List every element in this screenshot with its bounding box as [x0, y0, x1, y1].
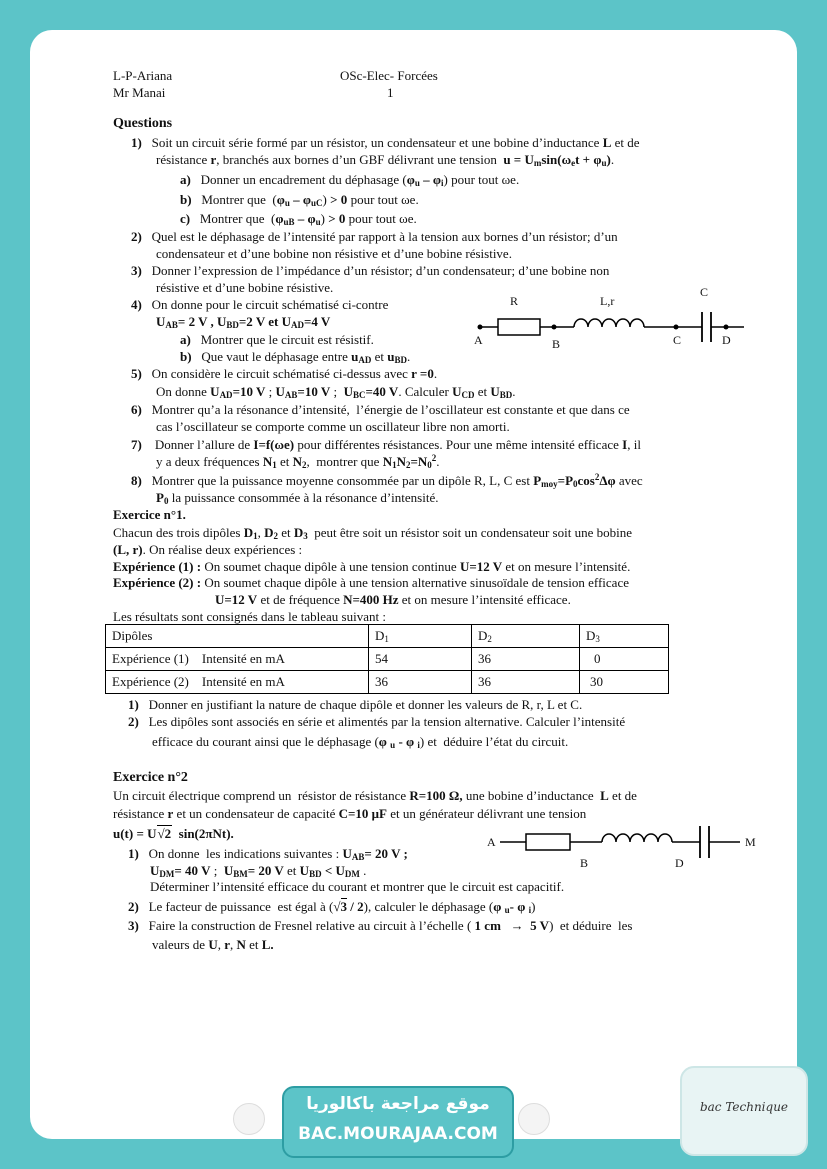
question-7-line2: y a deux fréquences $N_1$ et $N_2$, montrer que $N_1N_2=N_0^2$.: [156, 453, 440, 470]
circuit2-node-a: A: [487, 835, 496, 849]
question-5: 5) On considère le circuit schématisé ci-dessus avec r =0.: [131, 366, 438, 381]
circuit1-label-c: C: [700, 285, 709, 299]
circuit2-node-b: B: [580, 856, 589, 870]
site-logo-icon: [233, 1103, 265, 1135]
circuit1-node-b: B: [552, 337, 561, 351]
table-row-label: Expérience (2) Intensité en mA: [106, 671, 369, 694]
questions-title: Questions: [113, 116, 173, 131]
table-cell: 36: [369, 671, 472, 694]
school-name: L-P-Ariana: [113, 68, 173, 83]
exercise1-q2: 2) Les dipôles sont associés en série et alimentés par la tension alternative. Calculer l’intensité: [128, 714, 626, 729]
experiment-2: Expérience (2) : On soumet chaque dipôle à une tension alternative sinusoïdale de tension efficace: [113, 575, 629, 590]
exercise2-q2: 2) Le facteur de puissance est égal à (√3 / 2), calculer le déphasage (φ $_u$- φ $_i$): [128, 899, 536, 915]
question-1b: b) Montrer que $(\varphi_u - \varphi_{uC}) > 0$ pour tout ωe.: [180, 192, 419, 208]
exercise2-q1: 1) On donne les indications suivantes : $U_{AB}= 20$ V ;: [128, 846, 408, 862]
table-cell: 36: [472, 671, 580, 694]
footer-url-link[interactable]: BAC.MOURAJAA.COM: [298, 1124, 498, 1144]
inductor-symbol: [574, 319, 644, 327]
table-row: [106, 671, 669, 694]
exercise2-q1-values: $U_{DM}= 40$ V ; $U_{BM}= 20$ V et $U_{BD} < U_{DM}$ .: [150, 863, 367, 879]
question-4-values: $U_{AB}= 2$ V , $U_{BD}=2$ V et $U_{AD}=4$ V: [156, 314, 331, 330]
question-3-line2: résistive et d’une bobine résistive.: [156, 280, 334, 295]
question-6-line2: cas l’oscillateur se comporte comme un oscillateur libre non amorti.: [156, 419, 510, 434]
table-header-row: [106, 625, 669, 648]
experiment-2-line2: U=12 V et de fréquence N=400 Hz et on mesure l’intensité efficace.: [215, 592, 571, 607]
exercise2-voltage-expr: u(t) = U√2 sin(2πNt).: [113, 826, 234, 841]
teacher-name: Mr Manai: [113, 85, 166, 100]
table-cell: 0: [580, 648, 669, 671]
table-header-cell: $D_3$: [580, 625, 669, 648]
second-circuit-diagram: [490, 822, 750, 864]
table-cell: 30: [580, 671, 669, 694]
table-cell: 54: [369, 648, 472, 671]
question-1c: c) Montrer que $(\varphi_{uB} - \varphi_u) > 0$ pour tout ωe.: [180, 211, 417, 227]
table-cell: 36: [472, 648, 580, 671]
question-8: 8) Montrer que la puissance moyenne consommée par un dipôle R, L, C est $P_{moy}=P_0\cos^2\Delta\varphi$ avec: [131, 472, 643, 489]
question-7: 7) Donner l’allure de I=f(ωe) pour différentes résistances. Pour une même intensité efficace I, il: [131, 437, 641, 452]
footer-arabic-title: موقع مراجعة باكالوريا: [306, 1094, 490, 1114]
circuit1-label-lr: L,r: [600, 294, 615, 308]
circuit1-node-c: C: [673, 333, 682, 347]
question-4a: a) Montrer que le circuit est résistif.: [180, 332, 374, 347]
site-logo-icon: [518, 1103, 550, 1135]
question-6: 6) Montrer qu’a la résonance d’intensité, l’énergie de l’oscillateur est constante et que dans ce: [131, 402, 630, 417]
badge-text: bac Technique: [699, 1100, 789, 1114]
circuit2-node-m: M: [745, 835, 756, 849]
exercise1-q2-line2: efficace du courant ainsi que le déphasage (φ $_u$ - φ $_i$) et déduire l’état du circuit.: [152, 734, 569, 750]
subject-title: OSc-Elec- Forcées: [340, 68, 438, 83]
exercise2-intro: Un circuit électrique comprend un résistor de résistance R=100 Ω, une bobine d’inductance L et de: [113, 788, 637, 803]
question-1-line2: résistance r, branchés aux bornes d’un GBF délivrant une tension $u = U_m\sin(\omega_et + \varphi_u)$.: [156, 152, 615, 168]
question-2-line2: condensateur et d’une bobine non résistive et d’une bobine résistive.: [156, 246, 512, 261]
table-row: [106, 648, 669, 671]
exercise2-q1-task: Déterminer l’intensité efficace du courant et montrer que le circuit est capacitif.: [150, 879, 565, 894]
exercise2-q3-line2: valeurs de U, r, N et L.: [152, 937, 274, 952]
circuit1-label-r: R: [510, 294, 519, 308]
table-intro: Les résultats sont consignés dans le tableau suivant :: [113, 609, 386, 624]
question-2: 2) Quel est le déphasage de l’intensité par rapport à la tension aux bornes d’un résistor; d’un: [131, 229, 618, 244]
bac-technique-badge: [680, 1066, 808, 1156]
exercise1-q1: 1) Donner en justifiant la nature de chaque dipôle et donner les valeurs de R, r, L et C.: [128, 697, 583, 712]
page-number: 1: [387, 85, 394, 100]
question-4b: b) Que vaut le déphasage entre $u_{AD}$ et $u_{BD}$.: [180, 349, 411, 365]
exercise2-title: Exercice n°2: [113, 770, 188, 785]
results-table: [105, 624, 669, 694]
question-5-line2: On donne $U_{AD}=10$ V ; $U_{AB}=10$ V ; $U_{BC}=40$ V. Calculer $U_{CD}$ et $U_{BD}$.: [156, 384, 516, 400]
table-header-cell: $D_2$: [472, 625, 580, 648]
experiment-1: Expérience (1) : On soumet chaque dipôle à une tension continue U=12 V et on mesure l’intensité.: [113, 559, 631, 574]
exercise2-q3: 3) Faire la construction de Fresnel relative au circuit à l’échelle ( 1 cm → 5 V) et déduire les: [128, 918, 633, 933]
question-1: 1) Soit un circuit série formé par un résistor, un condensateur et une bobine d’inductance L et de: [131, 135, 640, 150]
table-header-cell: Dipôles: [106, 625, 369, 648]
circuit1-node-a: A: [474, 333, 483, 347]
resistor-symbol: [526, 834, 570, 850]
circuit2-node-d: D: [675, 856, 684, 870]
exercise1-title: Exercice n°1.: [113, 507, 186, 522]
exercise1-intro: Chacun des trois dipôles $D_1$, $D_2$ et $D_3$ peut être soit un résistor soit un condensateur soit une bobine: [113, 525, 632, 541]
resistor-symbol: [498, 319, 540, 335]
question-1a: a) Donner un encadrement du déphasage $(\varphi_u - \varphi_i)$ pour tout ωe.: [180, 172, 520, 188]
inductor-symbol: [602, 834, 672, 842]
table-header-cell: $D_1$: [369, 625, 472, 648]
exercise1-intro-line2: (L, r). On réalise deux expériences :: [113, 542, 303, 557]
question-4: 4) On donne pour le circuit schématisé ci-contre: [131, 297, 389, 312]
circuit1-node-d: D: [722, 333, 731, 347]
question-3: 3) Donner l’expression de l’impédance d’un résistor; d’un condensateur; d’une bobine non: [131, 263, 610, 278]
footer-banner[interactable]: [282, 1086, 514, 1158]
exercise2-intro-line2: résistance r et un condensateur de capacité C=10 μF et un générateur délivrant une tension: [113, 806, 587, 821]
table-row-label: Expérience (1) Intensité en mA: [106, 648, 369, 671]
question-8-line2: $P_0$ la puissance consommée à la résonance d’intensité.: [156, 490, 439, 506]
